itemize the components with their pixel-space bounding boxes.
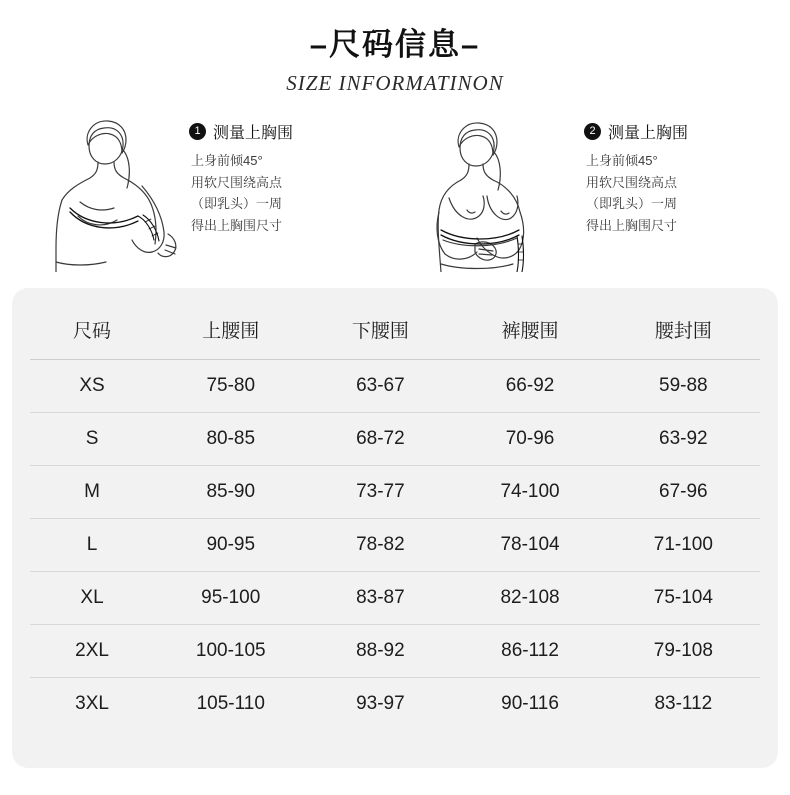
page-subtitle: SIZE INFORMATINON [286, 71, 504, 96]
cell-upper-waist: 90-95 [154, 519, 307, 572]
instructions-band [0, 112, 790, 280]
cell-belt-waist: 71-100 [607, 519, 760, 572]
cell-lower-waist: 63-67 [307, 360, 453, 413]
instruction-title-2: 测量上胸围 [608, 125, 689, 143]
cell-belt-waist: 59-88 [607, 360, 760, 413]
instruction-line: 上身前倾45° [586, 153, 658, 169]
page-header [0, 0, 790, 96]
cell-lower-waist: 78-82 [307, 519, 453, 572]
cell-lower-waist: 93-97 [356, 693, 405, 715]
page-title: –尺码信息– [309, 27, 481, 62]
cell-size: XL [30, 572, 154, 625]
cell-belt-waist: 67-96 [607, 466, 760, 519]
instruction-block-2 [395, 112, 790, 280]
cell-upper-waist: 95-100 [154, 572, 307, 625]
instruction-line: 用软尺围绕高点 [586, 174, 678, 190]
cell-upper-waist: 80-85 [154, 413, 307, 466]
cell-pant-waist: 74-100 [453, 466, 606, 519]
table-row [30, 572, 760, 625]
table-row [30, 413, 760, 466]
instruction-line: （即乳头）一周 [191, 196, 283, 212]
cell-pant-waist: 90-116 [501, 693, 559, 715]
instruction-line: 上身前倾45° [191, 153, 263, 169]
cell-upper-waist: 105-110 [196, 693, 265, 715]
cell-pant-waist: 86-112 [453, 625, 606, 678]
step-badge-2: 2 [584, 123, 601, 140]
cell-size: 2XL [30, 625, 154, 678]
cell-pant-waist: 70-96 [453, 413, 606, 466]
column-header-lower-waist: 下腰围 [307, 302, 453, 360]
cell-belt-waist: 83-112 [654, 693, 713, 715]
cell-size: S [30, 413, 154, 466]
cell-lower-waist: 83-87 [307, 572, 453, 625]
cell-lower-waist: 73-77 [307, 466, 453, 519]
cell-lower-waist: 68-72 [307, 413, 453, 466]
instruction-line: 得出上胸围尺寸 [191, 217, 283, 233]
cell-pant-waist: 82-108 [453, 572, 606, 625]
table-row [30, 466, 760, 519]
cell-pant-waist: 66-92 [453, 360, 606, 413]
table-row [30, 360, 760, 413]
table-row [30, 519, 760, 572]
instruction-heading-2 [584, 120, 688, 143]
instruction-line: （即乳头）一周 [586, 196, 678, 212]
cell-upper-waist: 75-80 [154, 360, 307, 413]
column-header-upper-waist: 上腰围 [154, 302, 307, 360]
figure-side-measure-icon [18, 112, 183, 272]
instruction-lines-1 [189, 150, 293, 236]
table-row [30, 625, 760, 678]
figure-front-measure-icon [413, 112, 578, 272]
cell-size: XS [30, 360, 154, 413]
column-header-pant-waist: 裤腰围 [453, 302, 606, 360]
cell-lower-waist: 88-92 [307, 625, 453, 678]
cell-size: 3XL [75, 693, 109, 715]
step-badge-1: 1 [189, 123, 206, 140]
size-table [30, 302, 760, 730]
instruction-lines-2 [584, 150, 688, 236]
instruction-line: 得出上胸围尺寸 [586, 217, 678, 233]
instruction-heading-1 [189, 120, 293, 143]
column-header-belt-waist: 腰封围 [607, 302, 760, 360]
cell-size: L [30, 519, 154, 572]
instruction-block-1 [0, 112, 395, 280]
cell-pant-waist: 78-104 [453, 519, 606, 572]
cell-upper-waist: 85-90 [154, 466, 307, 519]
cell-belt-waist: 63-92 [607, 413, 760, 466]
table-row [30, 678, 760, 731]
instruction-text-2 [578, 112, 688, 236]
instruction-title-1: 测量上胸围 [213, 125, 294, 143]
cell-belt-waist: 75-104 [607, 572, 760, 625]
instruction-text-1 [183, 112, 293, 236]
cell-belt-waist: 79-108 [607, 625, 760, 678]
size-table-panel [12, 288, 778, 768]
table-header-row [30, 302, 760, 360]
cell-upper-waist: 100-105 [154, 625, 307, 678]
column-header-size: 尺码 [30, 302, 154, 360]
instruction-line: 用软尺围绕高点 [191, 174, 283, 190]
cell-size: M [30, 466, 154, 519]
